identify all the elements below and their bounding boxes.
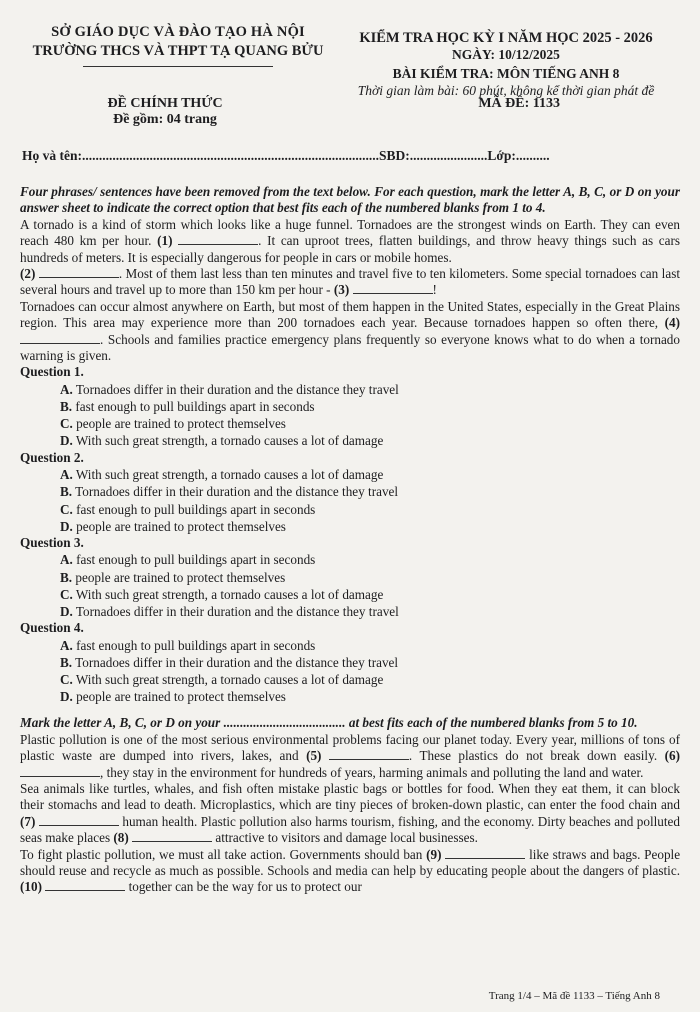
option-text: Tornadoes differ in their duration and the distance they travel <box>75 484 399 500</box>
question-options <box>60 381 680 450</box>
question-options <box>60 637 680 706</box>
option-b[interactable] <box>60 483 680 500</box>
passage-text: . Most of them last less than ten minutes and travel five to ten kilometers. Some special tornadoes can last several hours and travel up to more than 150 km per hour - <box>20 266 680 298</box>
option-text: people are trained to protect themselves <box>76 518 286 534</box>
passage2-paragraph2 <box>20 781 680 847</box>
answer-blank <box>39 266 119 278</box>
sbd-label: SBD: <box>379 148 410 163</box>
issuer-block <box>18 24 338 67</box>
blank-number: (3) <box>333 282 350 298</box>
option-c[interactable] <box>60 671 680 688</box>
passage-text: Plastic pollution is one of the most serious environmental problems facing our planet today. Every year, millions of tons of plastic waste are dumped into rivers, lakes, and <box>20 731 680 764</box>
option-letter: D. <box>60 603 73 619</box>
option-text: With such great strength, a tornado causes a lot of damage <box>75 467 384 483</box>
answer-blank <box>178 233 258 245</box>
student-info-line: Họ và tên:........................................................................................SBD:.......................Lớp:.......... <box>22 148 550 163</box>
instruction-text: at best fits each of the numbered blanks from 5 to 10. <box>348 715 638 731</box>
option-a[interactable] <box>60 466 680 483</box>
option-letter: D. <box>60 433 73 449</box>
option-letter: D. <box>60 689 73 705</box>
option-text: people are trained to protect themselves <box>76 416 286 432</box>
question-4 <box>20 620 680 705</box>
option-letter: C. <box>60 671 73 687</box>
blank-number: (4) <box>664 315 681 331</box>
passage-text: human health. Plastic pollution also harms tourism, fishing, and the economy. Dirty beaches and polluted seas make places <box>20 813 680 846</box>
option-a[interactable] <box>60 551 680 568</box>
option-c[interactable] <box>60 415 680 432</box>
passage-text: Sea animals like turtles, whales, and fish often mistake plastic bags or bottles for food. When they eat them, it can block their stomachs and lead to death. Microplastics, which are tiny pieces of broken-down plastic, can enter the food chain and <box>20 780 680 813</box>
answer-blank <box>20 332 100 344</box>
school-name: TRƯỜNG THCS VÀ THPT TẠ QUANG BỬU <box>32 43 324 59</box>
option-b[interactable] <box>60 654 680 671</box>
section2-instruction: Mark the letter A, B, C, or D on your ..................................... at best fits each of the numbered blanks from 5 to 10. <box>20 715 638 731</box>
question-2 <box>20 450 680 535</box>
option-letter: A. <box>60 637 73 653</box>
passage-text: like straws and bags. People should reuse and recycle as much as possible. Schools and media can help by educating people about the dangers of plastic. <box>20 846 681 878</box>
passage-text: . It can uproot trees, flatten buildings, and throw heavy things such as cars hundreds of meters. It is especially dangerous for people in cars or mobile homes. <box>20 233 681 265</box>
exam-subject: BÀI KIỂM TRA: MÔN TIẾNG ANH 8 <box>392 66 620 81</box>
passage-text: together can be the way for us to protect our <box>128 879 362 895</box>
option-b[interactable] <box>60 569 680 586</box>
option-a[interactable] <box>60 381 680 398</box>
passage2-paragraph3 <box>20 847 680 896</box>
option-letter: C. <box>60 416 73 432</box>
blank-number: (10) <box>20 879 42 895</box>
passage2-paragraph1 <box>20 732 680 781</box>
option-text: fast enough to pull buildings apart in seconds <box>76 637 316 653</box>
option-text: people are trained to protect themselves <box>75 569 286 585</box>
class-label: Lớp: <box>487 148 516 163</box>
section1-instruction: Four phrases/ sentences have been removed from the text below. For each question, mark the letter A, B, C, or D on your answer sheet to indicate the correct option that best fits each of the numbered blanks from 1 to 4. <box>20 184 680 216</box>
passage-text: attractive to visitors and damage local businesses. <box>215 830 478 846</box>
option-d[interactable] <box>60 518 680 535</box>
blank-number: (7) <box>20 813 36 829</box>
option-d[interactable] <box>60 688 680 705</box>
answer-blank <box>45 879 125 891</box>
blank-number: (2) <box>20 266 36 282</box>
page-footer: Trang 1/4 – Mã đề 1133 – Tiếng Anh 8 <box>488 990 660 1002</box>
option-letter: B. <box>60 654 73 670</box>
blank-number: (5) <box>306 748 322 764</box>
option-text: people are trained to protect themselves <box>76 689 286 705</box>
option-text: Tornadoes differ in their duration and the distance they travel <box>75 603 399 619</box>
option-text: With such great strength, a tornado causes a lot of damage <box>75 586 384 602</box>
answer-blank <box>20 765 100 777</box>
question-title: Question 2. <box>20 449 84 465</box>
exam-code: MÃ ĐỀ: 1133 <box>478 96 560 111</box>
exam-info-block <box>326 30 686 99</box>
passage1-paragraph1 <box>20 217 680 299</box>
passage-text: . These plastics do not break down easily. <box>408 748 658 764</box>
option-letter: C. <box>60 586 73 602</box>
option-text: With such great strength, a tornado causes a lot of damage <box>75 671 384 687</box>
department-name: SỞ GIÁO DỤC VÀ ĐÀO TẠO HÀ NỘI <box>51 24 305 40</box>
option-text: Tornadoes differ in their duration and the distance they travel <box>75 381 399 397</box>
option-text: fast enough to pull buildings apart in seconds <box>76 501 316 517</box>
page-count: Đề gồm: 04 trang <box>113 112 217 127</box>
option-letter: B. <box>60 484 73 500</box>
blank-number: (6) <box>664 748 680 764</box>
question-1 <box>20 364 680 449</box>
blank-number: (9) <box>426 846 442 862</box>
option-letter: D. <box>60 518 73 534</box>
blank-number: (1) <box>157 233 173 249</box>
passage-text: A tornado is a kind of storm which looks like a huge funnel. Tornadoes are the strongest winds on Earth. They can even reach 480 km per hour. <box>20 216 680 249</box>
answer-blank <box>353 282 433 294</box>
option-letter: B. <box>60 399 73 415</box>
option-letter: A. <box>60 467 73 483</box>
answer-blank <box>132 830 212 842</box>
option-letter: B. <box>60 569 73 585</box>
exam-time: Thời gian làm bài: 60 phút, không kể thời gian phát đề <box>357 83 655 98</box>
question-options <box>60 466 680 535</box>
option-letter: C. <box>60 501 73 517</box>
answer-blank <box>445 847 525 859</box>
instruction-text: Mark the letter A, B, C, or D on your <box>20 715 221 731</box>
option-d[interactable] <box>60 603 680 620</box>
answer-blank <box>39 814 119 826</box>
passage-text: ! <box>432 282 437 298</box>
passage-text: . Schools and families practice emergency plans frequently so everyone knows what to do when a tornado warning is given. <box>20 331 680 364</box>
option-c[interactable] <box>60 501 680 518</box>
passage-text: , they stay in the environment for hundreds of years, harming animals and polluting the land and water. <box>100 764 644 780</box>
passage-text: Tornadoes can occur almost anywhere on Earth, but most of them happen in the United States, especially in the Great Plains region. This area may experience more than 200 tornadoes each year. Because tornadoes happen so often there, <box>20 298 680 331</box>
option-a[interactable] <box>60 637 680 654</box>
option-text: fast enough to pull buildings apart in seconds <box>75 399 315 415</box>
option-d[interactable] <box>60 432 680 449</box>
option-c[interactable] <box>60 586 680 603</box>
question-title: Question 3. <box>20 534 84 550</box>
option-text: Tornadoes differ in their duration and the distance they travel <box>75 654 399 670</box>
blank-number: (8) <box>113 830 129 846</box>
official-block <box>100 96 230 128</box>
question-title: Question 1. <box>20 364 84 380</box>
exam-title: KIỂM TRA HỌC KỲ I NĂM HỌC 2025 - 2026 <box>359 30 653 46</box>
exam-content <box>20 184 680 896</box>
option-letter: A. <box>60 552 73 568</box>
passage-text: To fight plastic pollution, we must all take action. Governments should ban <box>20 846 423 862</box>
header-underline <box>83 66 273 67</box>
question-title: Question 4. <box>20 620 84 636</box>
passage1-paragraph2 <box>20 299 680 365</box>
answer-blank <box>329 748 409 760</box>
question-options <box>60 551 680 620</box>
official-label: ĐỀ CHÍNH THỨC <box>107 96 223 111</box>
option-letter: A. <box>60 381 73 397</box>
exam-date: NGÀY: 10/12/2025 <box>452 47 560 62</box>
option-b[interactable] <box>60 398 680 415</box>
section2 <box>20 715 680 895</box>
name-label: Họ và tên: <box>22 148 82 163</box>
question-3 <box>20 535 680 620</box>
option-text: With such great strength, a tornado causes a lot of damage <box>75 433 384 449</box>
option-text: fast enough to pull buildings apart in seconds <box>76 552 316 568</box>
